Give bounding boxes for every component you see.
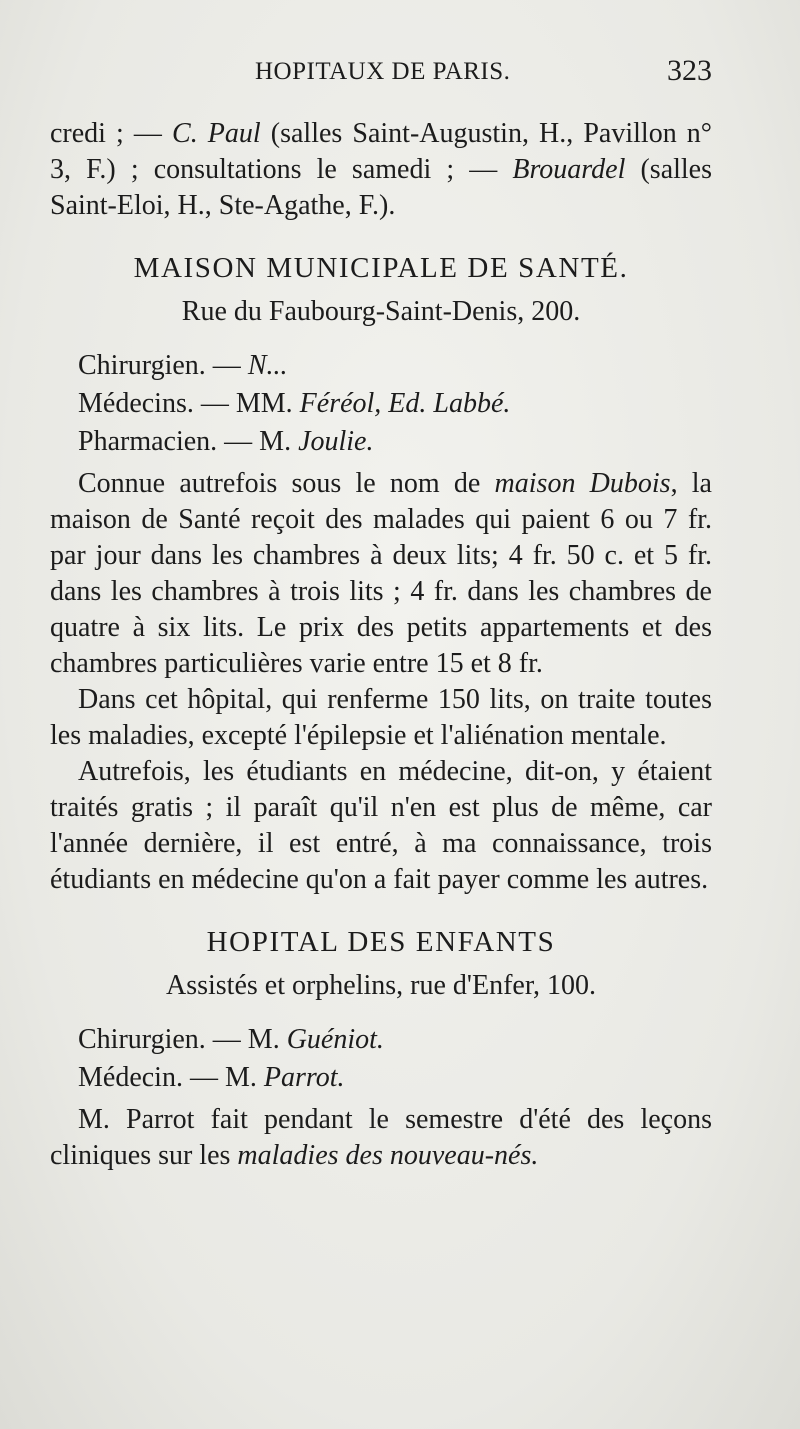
paragraph: Autrefois, les étudiants en médecine, dit-on, y étaient traités gratis ; il paraît qu'il n'en est plus de même, car l'année dernière, il est entré, à ma connaissance, trois étudiants en médecine qu'on a fait payer comme les autres.	[50, 756, 712, 895]
section-address-maison: Rue du Faubourg-Saint-Denis, 200.	[181, 296, 581, 327]
staff-entry: Chirurgien. — N...	[78, 350, 288, 381]
continuation-paragraph	[50, 116, 712, 224]
staff-entry: Chirurgien. — M. Guéniot.	[78, 1024, 384, 1055]
running-title: HOPITAUX DE PARIS.	[255, 58, 511, 85]
body-text	[50, 116, 712, 1174]
text-run: (salles Saint-Augustin, H., Pavillon n° 3, F.) ; consultations le samedi ; —	[50, 118, 712, 185]
staff-entry: Médecin. — M. Parrot.	[78, 1062, 345, 1093]
text-run: credi ; —	[50, 118, 173, 149]
paragraph: Connue autrefois sous le nom de maison Dubois, la maison de Santé reçoit des malades qui paient 6 ou 7 fr. par jour dans les chambres à deux lits; 4 fr. 50 c. et 5 fr. dans les chambres à trois lits ; 4 fr. dans les chambres de quatre à six lits. Le prix des petits appartements et des chambres particulières varie entre 15 et 8 fr.	[50, 468, 712, 679]
section-title-enfants: HOPITAL DES ENFANTS	[206, 926, 556, 958]
staff-entry: Pharmacien. — M. Joulie.	[78, 426, 374, 457]
paragraph: Dans cet hôpital, qui renferme 150 lits, on traite toutes les maladies, excepté l'épilepsie et l'aliénation mentale.	[50, 684, 712, 751]
section-title-maison: MAISON MUNICIPALE DE SANTÉ.	[133, 252, 629, 284]
paragraph: M. Parrot fait pendant le semestre d'été des leçons cliniques sur les maladies des nouveau-nés.	[50, 1104, 712, 1171]
doctor-name: Brouardel	[512, 154, 626, 185]
text-run: (salles Saint-Eloi, H., Ste-Agathe, F.).	[50, 154, 713, 221]
page-number: 323	[667, 54, 712, 87]
staff-entry: Médecins. — MM. Féréol, Ed. Labbé.	[78, 388, 511, 419]
staff-list-enfants	[50, 1022, 712, 1096]
section-address-enfants: Assistés et orphelins, rue d'Enfer, 100.	[165, 970, 597, 1001]
doctor-name: C. Paul	[172, 118, 261, 149]
page-header	[50, 54, 712, 98]
staff-list-maison	[50, 348, 712, 460]
